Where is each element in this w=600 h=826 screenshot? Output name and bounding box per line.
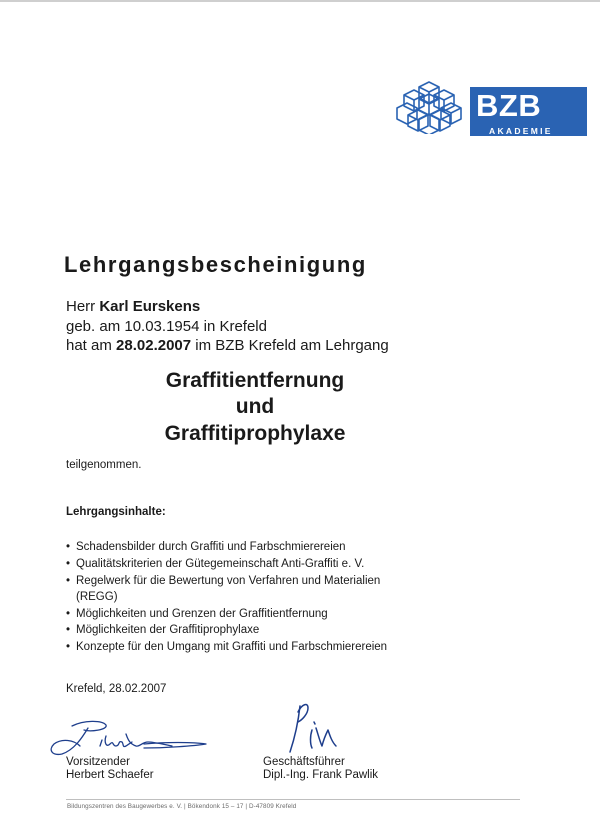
- attendance-line: [66, 337, 389, 354]
- hexagonal-cube-cluster-icon: [394, 80, 464, 134]
- signature-director: [282, 700, 362, 762]
- course-title-line-2: und: [235, 395, 275, 418]
- contents-heading: Lehrgangsinhalte:: [66, 506, 166, 518]
- list-item-text: Regelwerk für die Bewertung von Verfahren und Materialien: [76, 575, 381, 587]
- list-item: • Schadensbilder durch Graffiti und Farbschmierereien: [66, 540, 387, 555]
- list-item: • Möglichkeiten und Grenzen der Graffitientfernung: [66, 607, 387, 622]
- list-item: • Qualitätskriterien der Gütegemeinschaft Anti-Graffiti e. V.: [66, 557, 387, 572]
- recipient-line: [66, 298, 200, 315]
- participated-text: teilgenommen.: [66, 459, 142, 471]
- signatory-right: [263, 756, 378, 782]
- signatory-right-name: Dipl.-Ing. Frank Pawlik: [263, 769, 379, 781]
- signatory-right-role: Geschäftsführer: [263, 756, 345, 768]
- birth-line: geb. am 10.03.1954 in Krefeld: [66, 318, 267, 335]
- list-item-text-continued: (REGG): [76, 591, 118, 603]
- salutation: Herr: [66, 298, 100, 315]
- attendance-date: 28.02.2007: [116, 337, 192, 354]
- signatory-left: [66, 756, 154, 782]
- list-item: • Möglichkeiten der Graffitiprophylaxe: [66, 623, 387, 638]
- recipient-name: Karl Eurskens: [99, 298, 201, 315]
- attendance-suffix: im BZB Krefeld am Lehrgang: [191, 337, 389, 354]
- signatory-left-role: Vorsitzender: [66, 756, 130, 768]
- course-title-line-1: Graffitientfernung: [165, 369, 345, 392]
- document-title: Lehrgangsbescheinigung: [64, 252, 367, 277]
- list-item: • Konzepte für den Umgang mit Graffiti und Farbschmierereien: [66, 640, 387, 655]
- footer-divider: [66, 799, 520, 800]
- course-title-line-3: Graffitiprophylaxe: [164, 422, 346, 445]
- akademie-logo-text: AKADEMIE: [489, 126, 553, 136]
- bzb-logo-text: BZB: [476, 88, 542, 123]
- place-and-date: Krefeld, 28.02.2007: [66, 683, 167, 695]
- footer-address: Bildungszentren des Baugewerbes e. V. | Bökendonk 15 – 17 | D-47809 Krefeld: [67, 803, 297, 810]
- signatory-left-name: Herbert Schaefer: [66, 769, 154, 781]
- top-border: [0, 0, 600, 2]
- course-contents-list: [66, 540, 387, 656]
- attendance-prefix: hat am: [66, 337, 117, 354]
- list-item: [66, 573, 387, 605]
